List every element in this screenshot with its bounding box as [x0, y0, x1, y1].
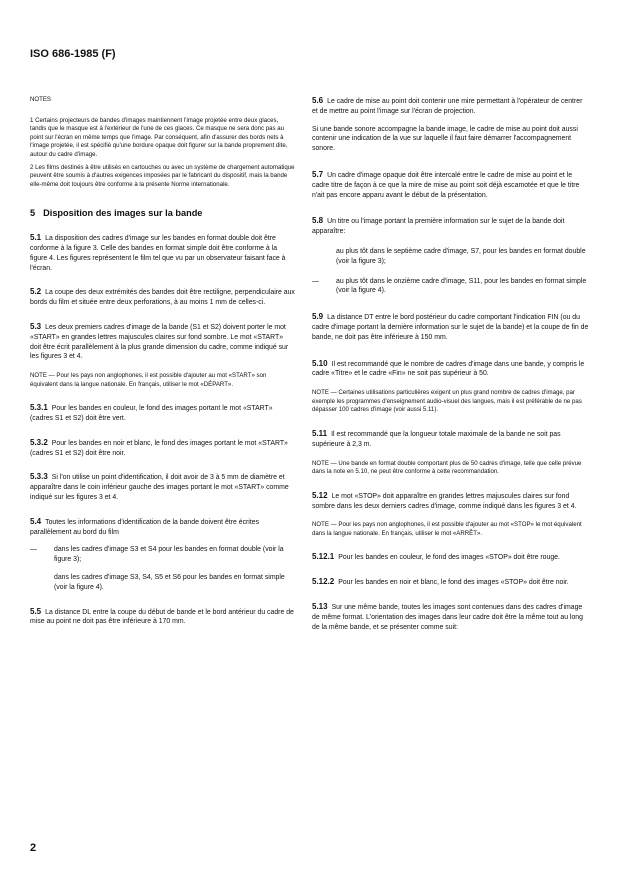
- paragraph-5-8: 5.8 Un titre ou l'image portant la première information sur le sujet de la bande doit apparaître:: [312, 216, 565, 236]
- paragraph-5-12-1: 5.12.1 Pour les bandes en couleur, le fond des images «STOP» doit être rouge.: [312, 552, 560, 562]
- note-5-3: NOTE — Pour les pays non anglophones, il est possible d'ajouter au mot «START» son équivalent dans la langue nationale. En français, utiliser le mot «DÉPART».: [30, 372, 267, 388]
- paragraph-5-3-1: 5.3.1 Pour les bandes en couleur, le fond des images portant le mot «START» (cadres S1 et S2) doit être vert.: [30, 403, 273, 423]
- note-5-10: NOTE — Certaines utilisations particulières exigent un plus grand nombre de cadres d'image, par exemple les programmes d'enseignement audio-visuel des langues, mais il est préférable de ne pas dépasser 100 cadres d'image (voir aussi 5.11).: [312, 389, 582, 414]
- paragraph-5-9: 5.9 La distance DT entre le bord postérieur du cadre comportant l'indication FIN (ou du cadre d'image portant la dernière information sur le sujet de la bande) et la coupe de fin de bande, ne doit pas être inférieure à 150 mm.: [312, 312, 589, 341]
- list-item: dans les cadres d'image S3, S4, S5 et S6 pour les bandes en format simple (voir la figure 4).: [54, 574, 285, 591]
- right-column: [312, 96, 590, 632]
- paragraph-5-5: 5.5 La distance DL entre la coupe du début de bande et le bord antérieur du cadre de mise au point ne doit pas être inférieure à 170 mm.: [30, 606, 294, 626]
- paragraph-5-3-3: 5.3.3 Si l'on utilise un point d'identification, il doit avoir de 3 à 5 mm de diamètre et apparaître dans le coin inférieur gauche des images portant le mot «START» comme indiqué sur les figures 3 et 4.: [30, 472, 289, 502]
- section-number: 5: [30, 208, 36, 219]
- section-heading: [30, 209, 295, 219]
- paragraph-5-10: 5.10 Il est recommandé que le nombre de cadres d'image dans une bande, y compris le cadre «Titre» et le cadre «Fin» ne soit pas supérieur à 50.: [312, 358, 585, 378]
- paragraph-5-12-2: 5.12.2 Pour les bandes en noir et blanc, le fond des images «STOP» doit être noir.: [312, 577, 569, 587]
- list-item: — au plus tôt dans le onzième cadre d'image, S11, pour les bandes en format simple (voir la figure 4).: [312, 277, 590, 297]
- page-number: 2: [30, 842, 37, 854]
- paragraph-5-2: 5.2 La coupe des deux extrémités des bandes doit être rectiligne, perpendiculaire aux bords du film et située entre deux perforations, à au moins 1 mm de celles-ci.: [30, 287, 295, 307]
- paragraph-5-11: 5.11 Il est recommandé que la longueur totale maximale de la bande ne soit pas supérieure à 2,3 m.: [312, 428, 561, 448]
- note-5-11: NOTE — Une bande en format double comportant plus de 50 cadres d'image, telle que celle prévue dans la note en 5.10, ne peut être conforme à cette recommandation.: [312, 459, 582, 476]
- paragraph-5-13: 5.13 Sur une même bande, toutes les images sont contenues dans des cadres d'image de même format. L'orientation des images dans leur cadre doit être la même tout au long de la même bande, et se présenter comme suit:: [312, 602, 583, 631]
- paragraph-5-1: 5.1 La disposition des cadres d'image sur les bandes en format double doit être conforme à la figure 3. Celle des bandes en format simple doit être conforme à la figure 4. Les figures représentent le film tel que vu par un observateur faisant face à l'écran.: [30, 233, 286, 272]
- paragraph-5-6: 5.6 Le cadre de mise au point doit contenir une mire permettant à l'opérateur de centrer et de mettre au point l'image sur l'écran de projection.: [312, 96, 583, 115]
- section-title: Disposition des images sur la bande: [43, 208, 203, 219]
- paragraph-5-12: 5.12 Le mot «STOP» doit apparaître en grandes lettres majuscules claires sur fond sombre dans les deux derniers cadres d'image, comme indiqué dans les figures 3 et 4.: [312, 490, 577, 510]
- left-column: [30, 96, 295, 627]
- note-2: 2 Les films destinés à être utilisés en cartouches ou avec un système de chargement automatique peuvent être soumis à d'autres exigences imposées par le fabricant du dispositif, mais la bande elle-même doit toujours être conforme à la présente Norme internationale.: [30, 163, 295, 188]
- paragraph-5-6-continued: Si une bande sonore accompagne la bande image, le cadre de mise au point doit aussi contenir une indication de la vue sur laquelle il faut faire démarrer l'accompagnement sonore.: [312, 125, 578, 153]
- document-header: ISO 686-1985 (F): [30, 48, 116, 60]
- paragraph-5-7: 5.7 Un cadre d'image opaque doit être intercalé entre le cadre de mise au point et le cadre titre de façon à ce que la mire de mise au point soit déjà escamotée et que le titre n'ait pas encore apparu avant le début de la présentation.: [312, 169, 580, 199]
- list-item: — dans les cadres d'image S3 et S4 pour les bandes en format double (voir la figure 3);: [30, 545, 295, 565]
- paragraph-5-3: 5.3 Les deux premiers cadres d'image de la bande (S1 et S2) doivent porter le mot «START» en grandes lettres majuscules claires sur fond sombre. Le mot «START» doit être écrit parallèlement à la plus grande dimension du cadre, comme indiqué sur les figures 3 et 4.: [30, 321, 289, 361]
- notes-heading: NOTES: [30, 96, 51, 103]
- paragraph-5-4: 5.4 Toutes les informations d'identification de la bande doivent être écrites parallèlement au bord du film: [30, 516, 260, 536]
- note-5-12: NOTE — Pour les pays non anglophones, il est possible d'ajouter au mot «STOP» le mot équivalent dans la langue nationale. En français, utiliser le mot «ARRÊT».: [312, 521, 582, 537]
- note-1: 1 Certains projecteurs de bandes d'images maintiennent l'image projetée entre deux glaces, tandis que le masque est à l'extérieur de l'une de ces glaces. Ce masque ne sera donc pas au point sur l'écran en même temps que l'image. Par conséquent, afin d'assurer des bords nets à l'image projetée, il est spécifié qu'une bordure opaque doit figurer sur la bande proprement dite, autour du cadre d'image.: [30, 116, 288, 158]
- list-item: au plus tôt dans le septième cadre d'image, S7, pour les bandes en format double (voir la figure 3);: [336, 247, 586, 265]
- paragraph-5-3-2: 5.3.2 Pour les bandes en noir et blanc, le fond des images portant le mot «START» (cadres S1 et S2) doit être noir.: [30, 437, 288, 457]
